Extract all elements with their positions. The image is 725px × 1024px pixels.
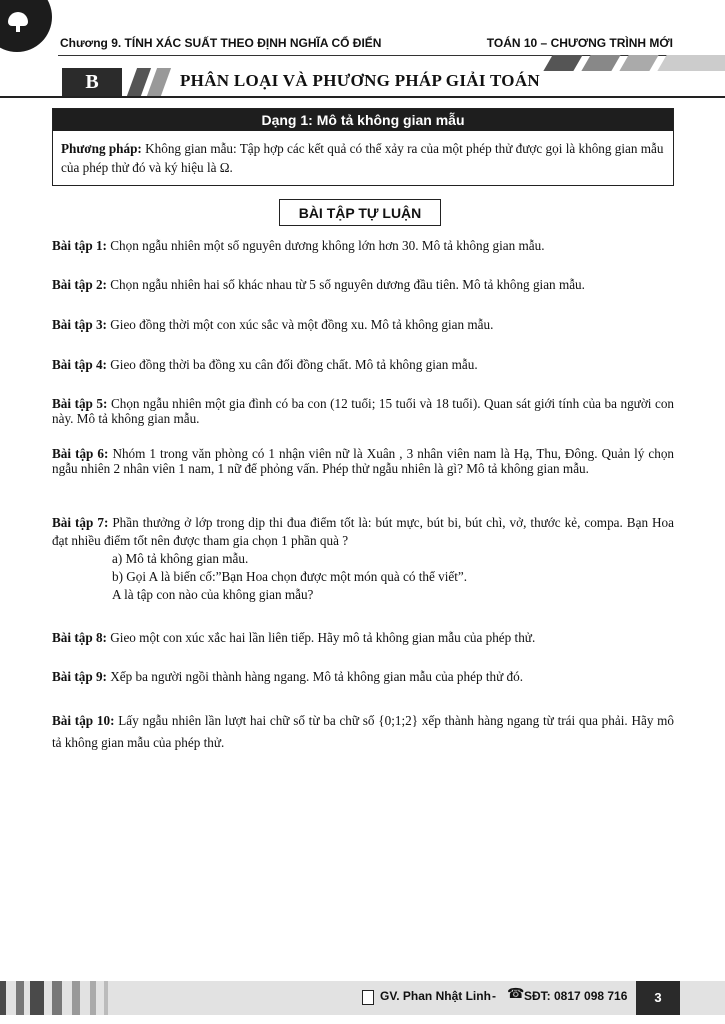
exercise-item <box>52 396 674 426</box>
exercise-item <box>52 514 674 604</box>
section-letter-badge: B <box>62 68 122 96</box>
method-heading: Dạng 1: Mô tả không gian mẫu <box>53 109 673 131</box>
exercise-text: Chọn ngẫu nhiên một gia đình có ba con (12 tuổi; 15 tuổi và 18 tuổi). Quan sát giới tính của ba người con này. Mô tả không gian mẫu. <box>52 396 675 426</box>
exercise-subitem: b) Gọi A là biến cố:”Bạn Hoa chọn được một món quà có thể viết”. <box>112 569 468 584</box>
exercise-subitem: A là tập con nào của không gian mẫu? <box>112 587 314 602</box>
header-stripe <box>543 55 582 71</box>
footer-stripe <box>30 981 44 1015</box>
header-stripe <box>619 55 658 71</box>
exercise-item <box>52 710 674 754</box>
exercise-item <box>52 446 674 476</box>
footer-stripe <box>52 981 62 1015</box>
method-label: Phương pháp: <box>61 141 142 156</box>
exercise-text: Phần thưởng ở lớp trong dịp thi đua điểm tốt là: bút mực, bút bi, bút chì, vở, thước kẻ, compa. Bạn Hoa đạt nhiều điểm tốt nên được tham gia chọn 1 phần quà ? <box>52 515 675 548</box>
footer-separator: - <box>492 989 496 1003</box>
exercise-item <box>52 317 674 332</box>
exercise-label: Bài tập 3: <box>52 317 107 332</box>
exercise-item <box>52 630 674 645</box>
footer-author: GV. Phan Nhật Linh <box>380 989 491 1003</box>
exercise-label: Bài tập 7: <box>52 515 109 530</box>
exercise-label: Bài tập 9: <box>52 669 107 684</box>
exercise-label: Bài tập 4: <box>52 357 107 372</box>
exercise-text: Xếp ba người ngồi thành hàng ngang. Mô tả không gian mẫu của phép thử đó. <box>110 669 524 684</box>
exercise-text: Nhóm 1 trong văn phòng có 1 nhận viên nữ là Xuân , 3 nhân viên nam là Hạ, Thu, Đông. Quản lý chọn ngẫu nhiên 2 nhân viên 1 nam, 1 nữ để phỏng vấn. Phép thử ngẫu nhiên là gì? Mô tả không gian mẫu. <box>52 446 675 476</box>
exercise-text: Chọn ngẫu nhiên hai số khác nhau từ 5 số nguyên dương đầu tiên. Mô tả không gian mẫu. <box>110 277 585 292</box>
exercise-item <box>52 238 674 253</box>
exercise-item <box>52 669 674 684</box>
exercise-text: Gieo một con xúc xắc hai lần liên tiếp. Hãy mô tả không gian mẫu của phép thử. <box>110 630 536 645</box>
exercise-label: Bài tập 2: <box>52 277 107 292</box>
footer-stripe <box>0 981 6 1015</box>
header-book-title: TOÁN 10 – CHƯƠNG TRÌNH MỚI <box>486 36 673 50</box>
exercise-label: Bài tập 6: <box>52 446 109 461</box>
phone-icon: ☎ <box>507 986 525 1002</box>
method-box <box>52 108 674 186</box>
exercise-label: Bài tập 1: <box>52 238 107 253</box>
exercise-item <box>52 357 674 372</box>
exercise-text: Gieo đồng thời một con xúc sắc và một đồng xu. Mô tả không gian mẫu. <box>110 317 494 332</box>
footer-stripe <box>104 981 108 1015</box>
exercise-text: Gieo đồng thời ba đồng xu cân đối đồng chất. Mô tả không gian mẫu. <box>110 357 478 372</box>
exercise-label: Bài tập 8: <box>52 630 107 645</box>
section-stripe <box>147 68 171 96</box>
header-chapter: Chương 9. TÍNH XÁC SUẤT THEO ĐỊNH NGHĨA CỔ ĐIỂN <box>60 36 382 50</box>
exercise-label: Bài tập 5: <box>52 396 108 411</box>
exercise-item <box>52 277 674 292</box>
exercise-heading: BÀI TẬP TỰ LUẬN <box>279 199 441 226</box>
page-number: 3 <box>636 981 680 1015</box>
header-stripe <box>581 55 620 71</box>
method-text <box>61 139 667 177</box>
section-title: PHÂN LOẠI VÀ PHƯƠNG PHÁP GIẢI TOÁN <box>180 71 540 90</box>
exercise-label: Bài tập 10: <box>52 713 115 728</box>
method-body: Không gian mẫu: Tập hợp các kết quả có thể xảy ra của một phép thử được gọi là không gian mẫu của phép thử đó và ký hiệu là Ω. <box>61 141 664 175</box>
section-divider <box>0 96 725 98</box>
exercise-text: Chọn ngẫu nhiên một số nguyên dương không lớn hơn 30. Mô tả không gian mẫu. <box>110 238 545 253</box>
corner-logo <box>0 0 52 52</box>
exercise-subitem: a) Mô tả không gian mẫu. <box>112 551 249 566</box>
exercise-text: Lấy ngẫu nhiên lần lượt hai chữ số từ ba chữ số {0;1;2} xếp thành hàng ngang từ trái qua phải. Hãy mô tả không gian mẫu của phép thử. <box>52 713 675 750</box>
footer-stripe <box>72 981 80 1015</box>
header-stripe <box>657 55 725 71</box>
footer-phone: SĐT: 0817 098 716 <box>524 989 628 1003</box>
footer-stripe <box>90 981 96 1015</box>
document-icon <box>362 990 374 1005</box>
footer-stripe <box>16 981 24 1015</box>
